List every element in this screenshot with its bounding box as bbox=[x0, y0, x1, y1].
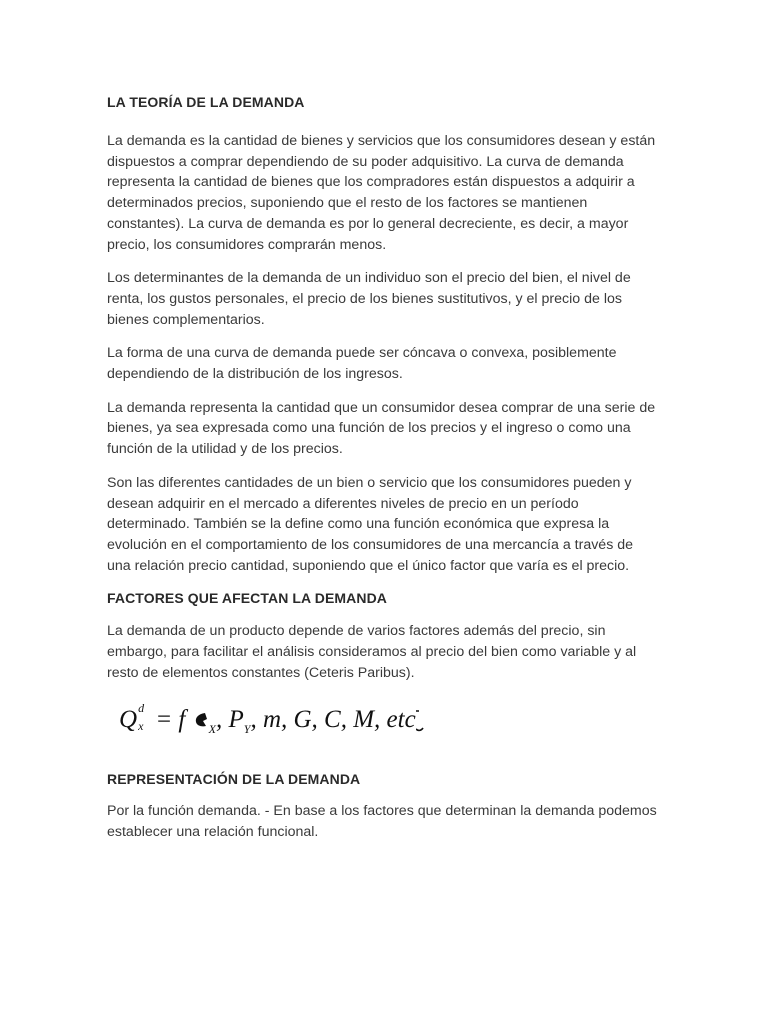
formula-eq: = f bbox=[149, 706, 192, 734]
formula-mid: , P bbox=[215, 706, 244, 734]
paragraph-funcion-demanda: Por la función demanda. - En base a los factores que determinan la demanda podemos establecer una relación funcional. bbox=[107, 803, 657, 841]
paragraph-forma-curva: La forma de una curva de demanda puede ser cóncava o convexa, posiblemente dependiendo de la distribución de los ingresos. bbox=[107, 345, 617, 383]
section-heading-factores: FACTORES QUE AFECTAN LA DEMANDA bbox=[107, 590, 387, 607]
paragraph-determinantes: Los determinantes de la demanda de un individuo son el precio del bien, el nivel de renta, los gustos personales, el precio de los bienes sustitutivos, y el precio de los bienes complementarios. bbox=[107, 270, 631, 328]
demand-function-formula bbox=[119, 701, 657, 749]
section-heading-representacion: REPRESENTACIÓN DE LA DEMANDA bbox=[107, 771, 361, 788]
paragraph-cantidad: La demanda representa la cantidad que un consumidor desea comprar de una serie de bienes, ya sea expresada como una función de los precios y el ingreso o como una función de la utilidad y de los precios. bbox=[107, 399, 656, 458]
paragraph-diferentes-cantidades: Son las diferentes cantidades de un bien o servicio que los consumidores pueden y desean adquirir en el mercado a diferentes niveles de precio en un período determinado. También se la define como una función económica que expresa la evolución en el comportamiento de los consumidores de una mercancía a través de una relación precio cantidad, suponiendo que el único factor que varía es el precio. bbox=[107, 474, 634, 574]
broken-paren-close-glyph bbox=[416, 707, 424, 733]
broken-paren-glyph bbox=[194, 711, 208, 729]
formula-sup: d bbox=[138, 701, 145, 716]
paragraph-definicion: La demanda es la cantidad de bienes y servicios que los consumidores desean y están dispuestos a comprar dependiendo de su poder adquisitivo. La curva de demanda representa la cantidad de bienes que los compradores están dispuestos a adquirir a determinados precios, suponiendo que el resto de los factores se mantienen constantes). La curva de demanda es por lo general decreciente, es decir, a mayor precio, los consumidores comprarán menos. bbox=[107, 133, 656, 253]
paragraph-factores: La demanda de un producto depende de varios factores además del precio, sin embargo, para facilitar el análisis consideramos al precio del bien como variable y al resto de elementos constantes (Ceteris Paribus). bbox=[107, 623, 637, 681]
document-page bbox=[107, 93, 657, 843]
formula-q: Q bbox=[119, 706, 138, 734]
formula-rest: , m, G, C, M, etc bbox=[250, 706, 416, 734]
formula-sub-x: X bbox=[208, 722, 216, 737]
formula-sub: x bbox=[138, 719, 144, 734]
formula-sub-y: Y bbox=[243, 722, 251, 737]
formula-q-indices bbox=[137, 701, 149, 735]
section-heading-teoria: LA TEORÍA DE LA DEMANDA bbox=[107, 94, 305, 110]
